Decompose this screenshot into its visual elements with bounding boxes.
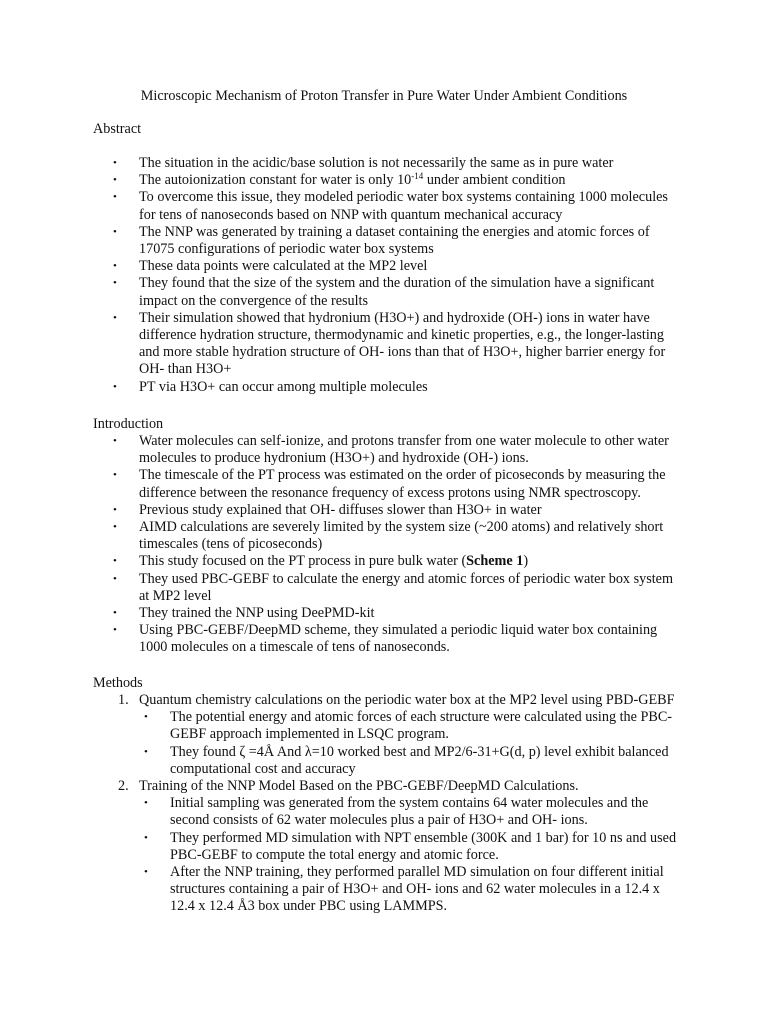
list-item: • After the NNP training, they performed parallel MD simulation on four different initial structures containing a pair of H3O+ and OH- ions and 62 water molecules in a 12.4 x 12.4 x 12.4 Å3 box under PBC using LAMMPS. xyxy=(144,864,664,915)
bullet-icon: • xyxy=(113,435,117,447)
bullet-icon: • xyxy=(144,797,148,810)
step-number: 2. xyxy=(118,778,129,795)
list-item: • They used PBC-GEBF to calculate the energy and atomic forces of periodic water box system at MP2 level xyxy=(113,570,673,604)
list-item: • The potential energy and atomic forces of each structure were calculated using the PBC-GEBF approach implemented in LSQC program. xyxy=(144,709,673,743)
methods-heading: Methods xyxy=(93,675,143,691)
list-item: • PT via H3O+ can occur among multiple molecules xyxy=(113,378,428,395)
bullet-icon: • xyxy=(113,174,117,187)
list-item: • The autoionization constant for water is only $10^{-14}$ under ambient condition xyxy=(113,171,566,189)
bullet-icon: • xyxy=(113,469,117,482)
bullet-icon: • xyxy=(113,572,117,585)
scheme-reference: Scheme 1 xyxy=(466,553,524,570)
list-item: • AIMD calculations are severely limited by the system size (~200 atoms) and relatively short timescales (tens of picoseconds) xyxy=(113,519,664,553)
list-item: • They found that the size of the system and the duration of the simulation have a significant impact on the convergence of the results xyxy=(113,275,655,309)
method-step: 2. Training of the NNP Model Based on the PBC-GEBF/DeepMD Calculations. • Initial sampling was generated from the system contains 64 water molecules and the second consists of 62 water molecules plus a pair of H3O+ and OH- ions. • They performed MD simulation with NPT ensemble (300K and 1 bar) for 10 ns and used PBC-GEBF to compute the total energy and atomic force. • After the NNP training, they performed parallel MD simulation on four different initial structures containing a pair of H3O+ and OH- ions and 62 water molecules in a 12.4 x 12.4 x 12.4 Å3 box under PBC using LAMMPS. xyxy=(113,778,688,916)
list-item: • They performed MD simulation with NPT ensemble (300K and 1 bar) for 10 ns and used PBC-GEBF to compute the total energy and atomic force. xyxy=(144,829,677,863)
list-item: • This study focused on the PT process in pure bulk water (Scheme 1) xyxy=(113,553,529,570)
list-item: • To overcome this issue, they modeled periodic water box systems containing 1000 molecules for tens of nanoseconds based on NNP with quantum mechanical accuracy xyxy=(113,189,668,223)
list-item: • The timescale of the PT process was estimated on the order of picoseconds by measuring the difference between the resonance frequency of excess protons using NMR spectroscopy. xyxy=(113,467,666,501)
bullet-icon: • xyxy=(113,503,117,516)
bullet-icon: • xyxy=(113,191,117,204)
page-title: Microscopic Mechanism of Proton Transfer in Pure Water Under Ambient Conditions xyxy=(140,88,628,104)
method-step: 1. Quantum chemistry calculations on the periodic water box at the MP2 level using PBD-GEBF • The potential energy and atomic forces of each structure were calculated using the PBC-GEBF approach implemented in LSQC program. • They found ζ =4Å And λ=10 worked best and MP2/6-31+G(d, p) level exhibit balanced computational cost and accuracy xyxy=(113,692,688,778)
list-item: • The situation in the acidic/base solution is not necessarily the same as in pure water xyxy=(113,155,614,171)
method-sublist xyxy=(144,795,688,915)
list-item: • Water molecules can self-ionize, and protons transfer from one water molecule to other water molecules to produce hydronium (H3O+) and hydroxide (OH-) ions. xyxy=(113,433,669,467)
bullet-icon: • xyxy=(144,745,148,758)
list-item: • They found ζ =4Å And λ=10 worked best and MP2/6-31+G(d, p) level exhibit balanced computational cost and accuracy xyxy=(144,743,669,777)
bullet-icon: • xyxy=(113,157,117,169)
bullet-icon: • xyxy=(113,607,117,620)
bullet-icon: • xyxy=(144,831,148,844)
list-item: • The NNP was generated by training a dataset containing the energies and atomic forces of 17075 configurations of periodic water box systems xyxy=(113,223,650,258)
abstract-heading: Abstract xyxy=(93,121,142,137)
bullet-icon: • xyxy=(113,225,117,238)
method-sublist xyxy=(144,709,688,778)
bullet-icon: • xyxy=(113,277,117,290)
list-item: • These data points were calculated at the MP2 level xyxy=(113,258,428,275)
bullet-icon: • xyxy=(144,711,148,724)
methods-list xyxy=(113,692,688,916)
introduction-list xyxy=(113,433,673,657)
bullet-icon: • xyxy=(144,866,148,879)
bullet-icon: • xyxy=(113,380,117,393)
exponent: -14 xyxy=(411,171,424,182)
list-item: • Previous study explained that OH- diffuses slower than H3O+ in water xyxy=(113,501,542,518)
bullet-icon: • xyxy=(113,624,117,637)
list-item: • They trained the NNP using DeePMD-kit xyxy=(113,605,375,622)
step-number: 1. xyxy=(118,692,129,708)
bullet-icon: • xyxy=(113,555,117,568)
list-item: • Their simulation showed that hydronium (H3O+) and hydroxide (OH-) ions in water have difference hydration structure, thermodynamic and kinetic properties, e.g., the longer-lasting and more stable hydration structure of OH- ions than that of H3O+, higher barrier energy for OH- than H3O+ xyxy=(113,309,666,378)
bullet-icon: • xyxy=(113,260,117,273)
list-item: • Initial sampling was generated from the system contains 64 water molecules and the second consists of 62 water molecules plus a pair of H3O+ and OH- ions. xyxy=(144,795,649,829)
bullet-icon: • xyxy=(113,311,117,324)
introduction-heading: Introduction xyxy=(93,416,164,432)
bullet-icon: • xyxy=(113,521,117,534)
list-item: • Using PBC-GEBF/DeepMD scheme, they simulated a periodic liquid water box containing 1000 molecules on a timescale of tens of nanoseconds. xyxy=(113,622,658,656)
abstract-list xyxy=(113,155,673,396)
